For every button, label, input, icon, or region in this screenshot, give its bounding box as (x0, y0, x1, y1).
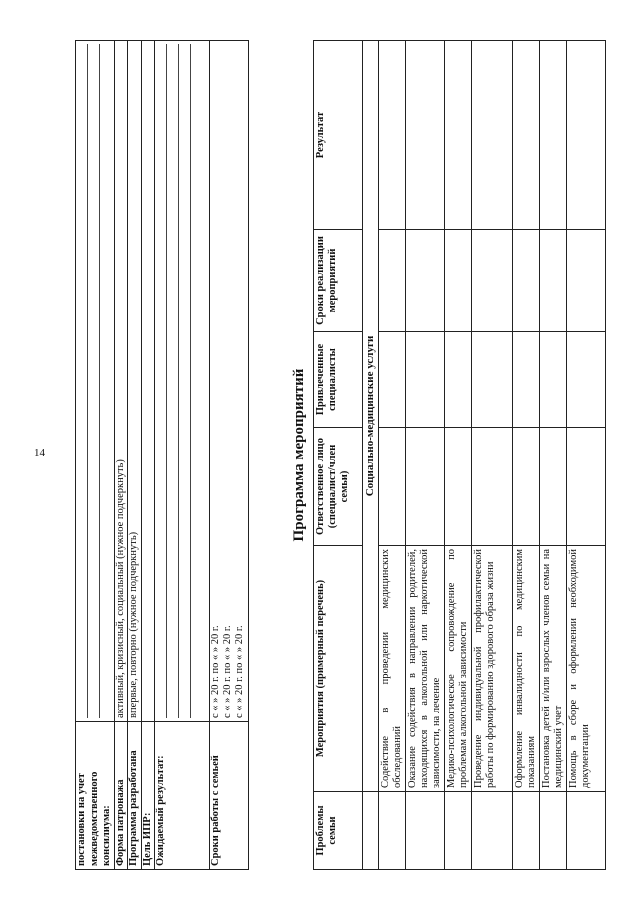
table-row (513, 41, 540, 870)
patronage-value: активный, кризисный, социальный (нужное подчеркнуть) (114, 41, 128, 722)
event-cell: Оказание содействия в направлении родителей, находящихся в алкогольной или наркотической зависимости, на лечение (406, 546, 445, 792)
responsible-cell (472, 428, 513, 546)
result-cell (379, 41, 406, 230)
program-title: Программа мероприятий (291, 368, 307, 542)
blank-line (78, 44, 88, 718)
program-table (313, 40, 606, 870)
page-number: 14 (34, 447, 45, 459)
info-row-patronage (114, 41, 128, 870)
work-terms-label: Сроки работы с семьей (210, 722, 249, 870)
event-cell: Постановка детей и/или взрослых членов семьи на медицинский учет (540, 546, 567, 792)
family-info-table (75, 40, 249, 870)
term-line: с « » 20 г. по « » 20 г. (234, 625, 245, 718)
result-cell (406, 41, 445, 230)
table-row (472, 41, 513, 870)
rotated-page-content (75, 40, 625, 870)
result-cell (567, 41, 606, 230)
blank-line (90, 44, 100, 718)
table-row (445, 41, 472, 870)
header-family-problems: Проблемы семьи (314, 792, 363, 870)
event-cell: Проведение индивидуальной профилактической работы по формированию здорового образа жизни (472, 546, 513, 792)
terms-cell (567, 230, 606, 332)
problem-cell (513, 792, 540, 870)
specialists-cell (567, 332, 606, 428)
specialists-cell (513, 332, 540, 428)
blank-line (181, 44, 191, 718)
section-row (363, 41, 379, 870)
table-row (406, 41, 445, 870)
event-cell: Содействие в проведении медицинских обследований (379, 546, 406, 792)
event-cell: Медико-психологическое сопровождение по проблемам алкогольной зависимости (445, 546, 472, 792)
problem-cell (567, 792, 606, 870)
term-line: с « » 20 г. по « » 20 г. (222, 625, 233, 718)
specialists-cell (379, 332, 406, 428)
section-title: Социально-медицинские услуги (363, 41, 379, 792)
table-row (540, 41, 567, 870)
header-events: Мероприятия (примерный перечень) (314, 546, 363, 792)
term-line: с « » 20 г. по « » 20 г. (210, 625, 221, 718)
terms-cell (472, 230, 513, 332)
responsible-cell (540, 428, 567, 546)
responsible-cell (379, 428, 406, 546)
problem-cell (406, 792, 445, 870)
problem-cell (540, 792, 567, 870)
terms-cell (406, 230, 445, 332)
expected-result-label: Ожидаемый результат: (155, 722, 210, 870)
problem-cell (445, 792, 472, 870)
result-cell (472, 41, 513, 230)
specialists-cell (406, 332, 445, 428)
section-empty-cell (363, 792, 379, 870)
info-row-result (155, 41, 210, 870)
header-responsible: Ответственное лицо (специалист/член семьи) (314, 428, 363, 546)
info-row-goal (141, 41, 155, 870)
result-cell (445, 41, 472, 230)
responsible-cell (567, 428, 606, 546)
program-header-row (314, 41, 363, 870)
responsible-cell (406, 428, 445, 546)
patronage-label: Форма патронажа (114, 722, 128, 870)
program-developed-value: впервые, повторно (нужное подчеркнуть) (128, 41, 142, 722)
info-row-program (128, 41, 142, 870)
event-cell: Помощь в сборе и оформлении необходимой документации (567, 546, 606, 792)
specialists-cell (472, 332, 513, 428)
terms-cell (540, 230, 567, 332)
info-row-registration (76, 41, 115, 870)
specialists-cell (445, 332, 472, 428)
info-row-terms (210, 41, 249, 870)
table-row (379, 41, 406, 870)
terms-cell (379, 230, 406, 332)
registration-value (76, 41, 115, 722)
problem-cell (379, 792, 406, 870)
specialists-cell (540, 332, 567, 428)
work-terms-value (210, 41, 249, 722)
header-terms: Сроки реализации мероприятий (314, 230, 363, 332)
table-row (567, 41, 606, 870)
terms-cell (445, 230, 472, 332)
header-result: Результат (314, 41, 363, 230)
registration-label: постановки на учет межведомственного консилиума: (76, 722, 115, 870)
ipr-goal-label: Цель ИПР: (141, 722, 155, 870)
header-specialists: Привлеченные специалисты (314, 332, 363, 428)
blank-line (157, 44, 167, 718)
event-cell: Оформление инвалидности по медицинским показаниям (513, 546, 540, 792)
responsible-cell (445, 428, 472, 546)
ipr-goal-value (141, 41, 155, 722)
result-cell (540, 41, 567, 230)
result-cell (513, 41, 540, 230)
responsible-cell (513, 428, 540, 546)
expected-result-value (155, 41, 210, 722)
problem-cell (472, 792, 513, 870)
terms-cell (513, 230, 540, 332)
blank-line (169, 44, 179, 718)
program-developed-label: Программа разработана (128, 722, 142, 870)
